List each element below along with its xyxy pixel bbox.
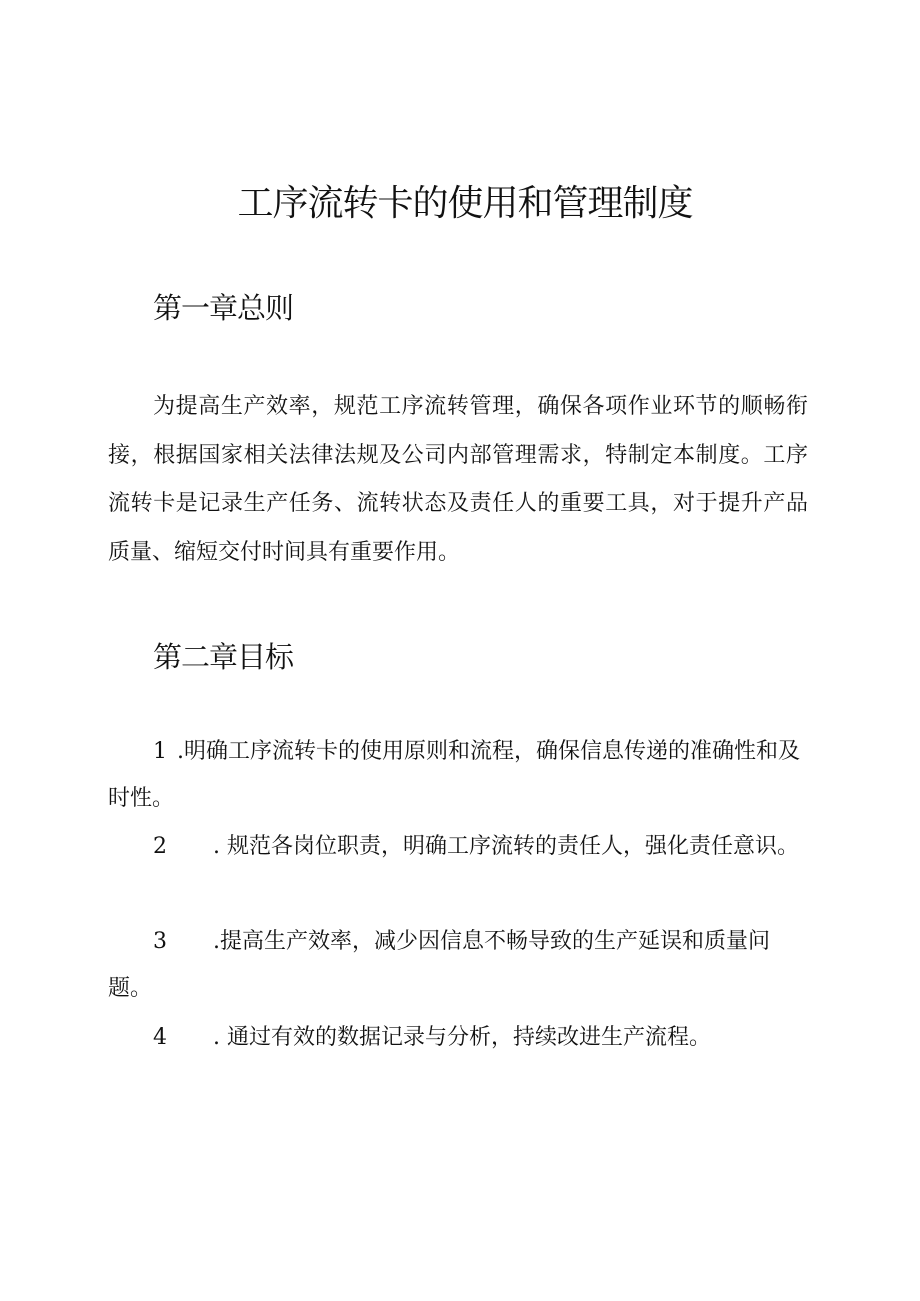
list-item-number: 2 xyxy=(153,834,167,859)
chapter-heading-general: 第一章总则 xyxy=(153,291,294,325)
list-item xyxy=(108,823,813,870)
list-item-number: 3 xyxy=(153,929,167,954)
list-item xyxy=(108,918,813,1012)
list-item-text: .提高生产效率，减少因信息不畅导致的生产延误和质量问题。 xyxy=(108,929,770,1001)
list-item xyxy=(108,728,813,822)
chapter-heading-goals: 第二章目标 xyxy=(153,640,294,674)
list-item-number: 1 xyxy=(153,739,167,764)
chapter-paragraph-general: 为提高生产效率，规范工序流转管理，确保各项作业环节的顺畅衔接，根据国家相关法律法规及公司内部管理需求，特制定本制度。工序流转卡是记录生产任务、流转状态及责任人的重要工具，对于提升产品质量、缩短交付时间具有重要作用。 xyxy=(108,394,808,565)
list-item xyxy=(108,1014,813,1061)
document-title: 工序流转卡的使用和管理制度 xyxy=(237,183,693,224)
list-item-text: . 规范各岗位职责，明确工序流转的责任人，强化责任意识。 xyxy=(213,834,799,859)
list-item-text: .明确工序流转卡的使用原则和流程，确保信息传递的准确性和及时性。 xyxy=(108,739,800,811)
list-item-text: . 通过有效的数据记录与分析，持续改进生产流程。 xyxy=(213,1025,711,1050)
list-item-number: 4 xyxy=(153,1025,167,1050)
